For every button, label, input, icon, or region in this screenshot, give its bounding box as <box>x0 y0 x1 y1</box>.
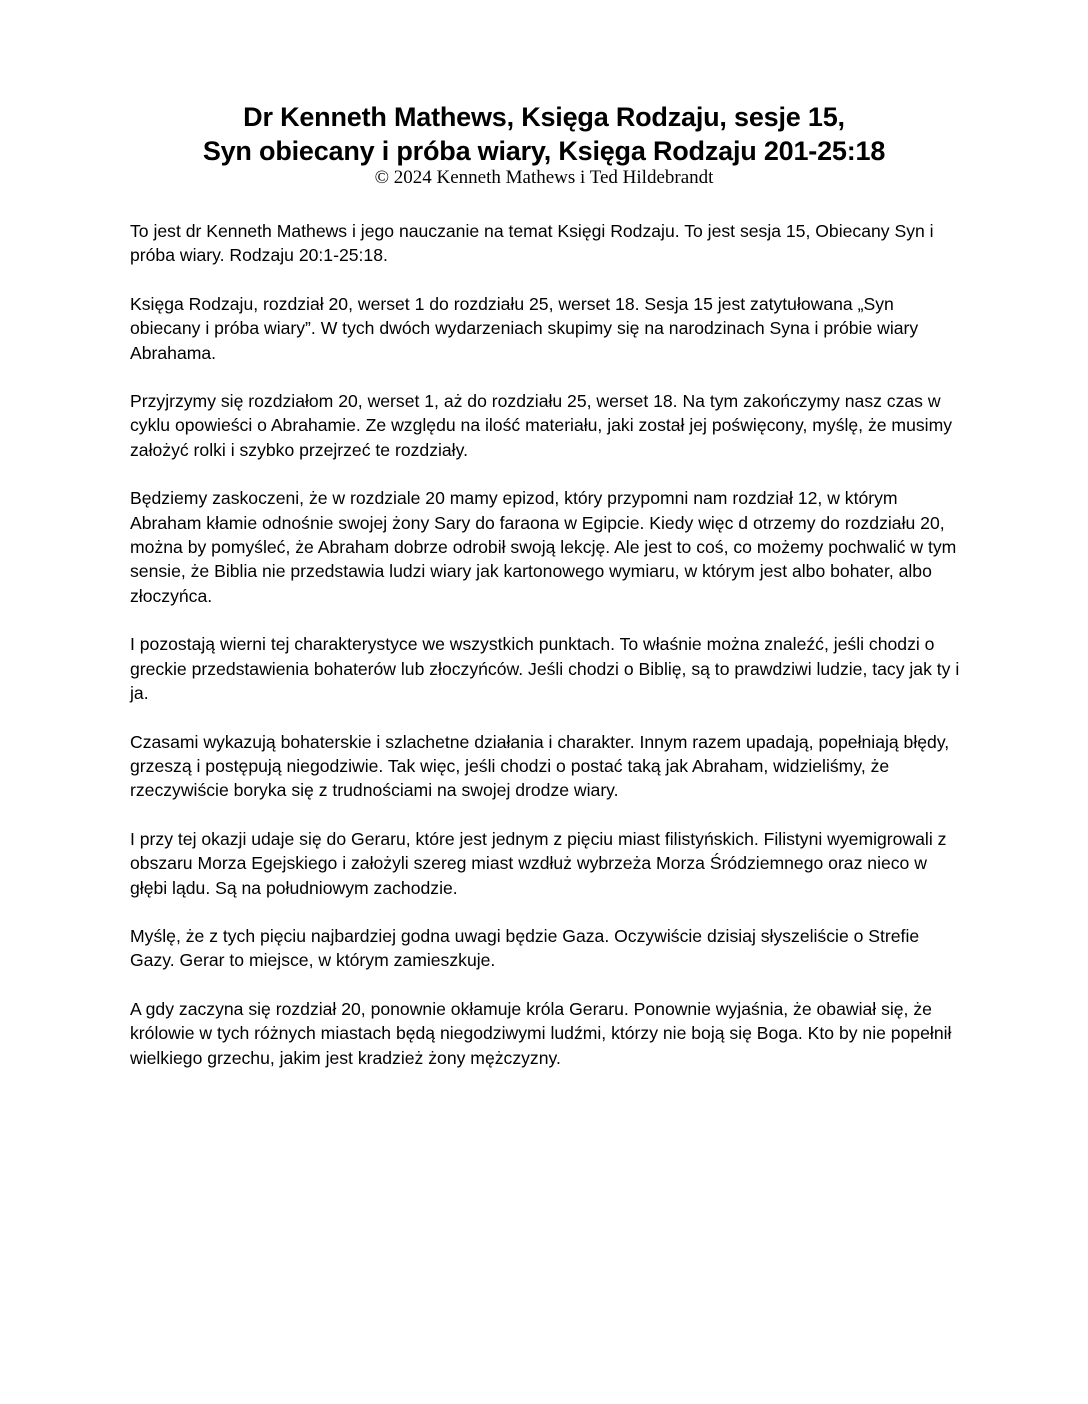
paragraph: Czasami wykazują bohaterskie i szlachetne działania i charakter. Innym razem upadają, popełniają błędy, grzeszą i postępują niegodziwie. Tak więc, jeśli chodzi o postać taką jak Abraham, widzieliśmy, że rzeczywiście boryka się z trudnościami na swojej drodze wiary. <box>130 731 950 801</box>
paragraph: Będziemy zaskoczeni, że w rozdziale 20 mamy epizod, który przypomni nam rozdział 12, w którym Abraham kłamie odnośnie swojej żony Sary do faraona w Egipcie. Kiedy więc d otrzemy do rozdziału 20, można by pomyśleć, że Abraham dobrze odrobił swoją lekcję. Ale jest to coś, co możemy pochwalić w tym sensie, że Biblia nie przedstawia ludzi wiary jak kartonowego wymiaru, w którym jest albo bohater, albo złoczyńca. <box>130 488 957 606</box>
paragraph: I przy tej okazji udaje się do Geraru, które jest jednym z pięciu miast filistyńskich. Filistyni wyemigrowali z obszaru Morza Egejskiego i założyli szereg miast wzdłuż wybrzeża Morza Śródziemnego oraz nieco w głębi lądu. Są na południowym zachodzie. <box>130 828 947 898</box>
paragraph: To jest dr Kenneth Mathews i jego nauczanie na temat Księgi Rodzaju. To jest sesja 15, Obiecany Syn i próba wiary. Rodzaju 20:1-25:18. <box>130 221 934 266</box>
copyright-notice: © 2024 Kenneth Mathews i Ted Hildebrandt <box>374 167 714 188</box>
title-block <box>0 100 1088 188</box>
paragraph: Księga Rodzaju, rozdział 20, werset 1 do rozdziału 25, werset 18. Sesja 15 jest zatytułowana „Syn obiecany i próba wiary”. W tych dwóch wydarzeniach skupimy się na narodzinach Syna i próbie wiary Abrahama. <box>130 293 919 363</box>
document-body <box>130 219 960 1094</box>
paragraph: Myślę, że z tych pięciu najbardziej godna uwagi będzie Gaza. Oczywiście dzisiaj słyszeliście o Strefie Gazy. Gerar to miejsce, w którym zamieszkuje. <box>130 925 920 971</box>
paragraph: I pozostają wierni tej charakterystyce we wszystkich punktach. To właśnie można znaleźć, jeśli chodzi o greckie przedstawienia bohaterów lub złoczyńców. Jeśli chodzi o Biblię, są to prawdziwi ludzie, tacy jak ty i ja. <box>130 634 960 704</box>
paragraph: Przyjrzymy się rozdziałom 20, werset 1, aż do rozdziału 25, werset 18. Na tym zakończymy nasz czas w cyklu opowieści o Abrahamie. Ze względu na ilość materiału, jaki został jej poświęcony, myślę, że musimy założyć rolki i szybko przejrzeć te rozdziały. <box>130 391 953 460</box>
document-title-line-1: Dr Kenneth Mathews, Księga Rodzaju, sesje 15, <box>243 102 845 132</box>
document-title-line-2: Syn obiecany i próba wiary, Księga Rodzaju 201-25:18 <box>202 136 886 166</box>
paragraph: A gdy zaczyna się rozdział 20, ponownie okłamuje króla Geraru. Ponownie wyjaśnia, że obawiał się, że królowie w tych różnych miastach będą niegodziwymi ludźmi, którzy nie boją się Boga. Kto by nie popełnił wielkiego grzechu, jakim jest kradzież żony mężczyzny. <box>130 998 952 1068</box>
